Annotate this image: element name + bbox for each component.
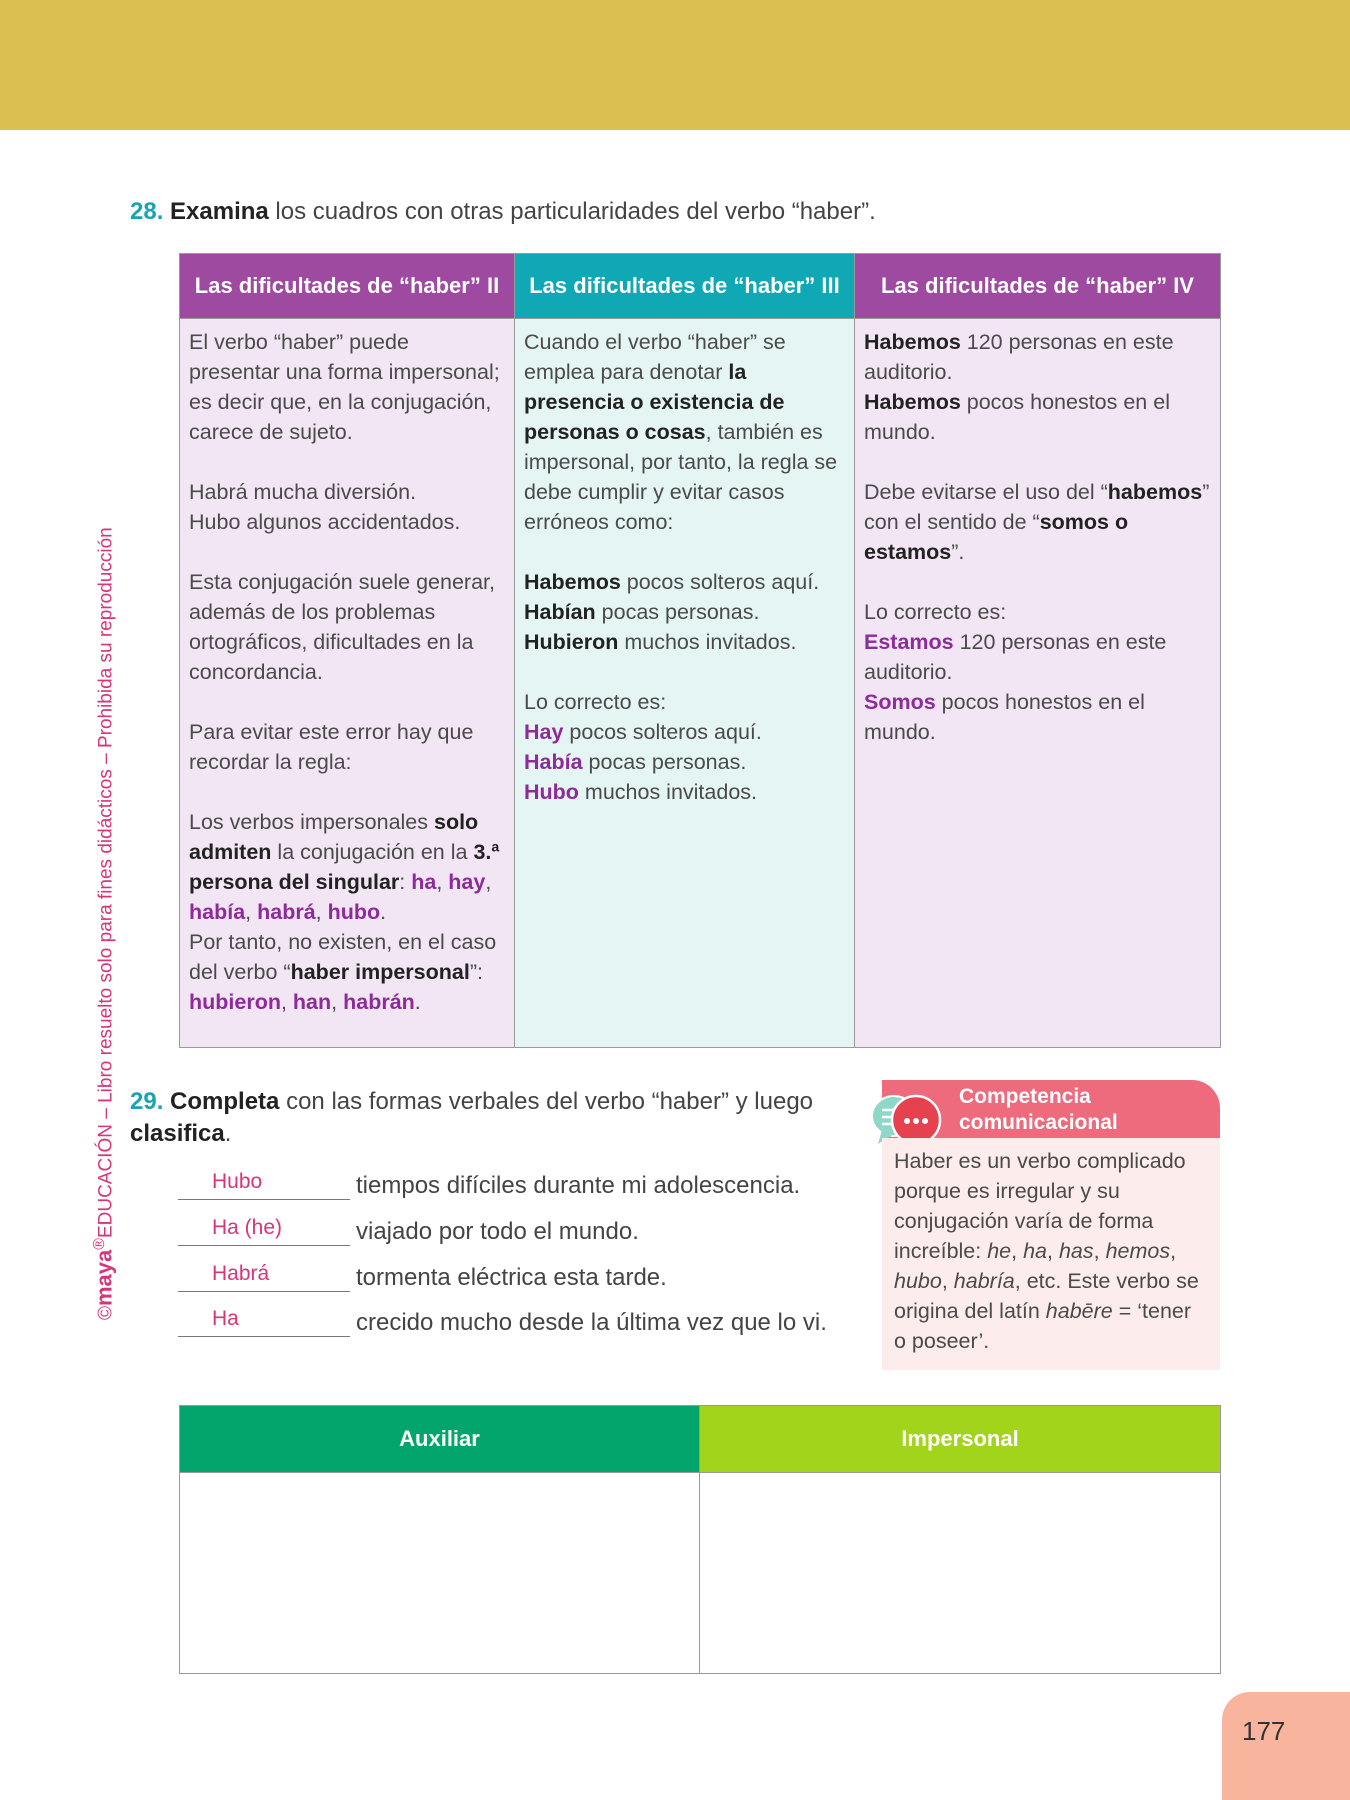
fill-item: Hubo tiempos difíciles durante mi adolescencia.: [178, 1164, 878, 1200]
fill-item: Ha crecido mucho desde la última vez que lo vi.: [178, 1301, 878, 1337]
fill-item: Ha (he) viajado por todo el mundo.: [178, 1210, 878, 1246]
fill-item: Habrá tormenta eléctrica esta tarde.: [178, 1256, 878, 1292]
question-number: 29.: [130, 1088, 164, 1115]
header-haber-iii: Las dificultades de “haber” III: [515, 254, 855, 319]
answer-blank[interactable]: Ha (he): [178, 1216, 350, 1246]
classification-table: [179, 1405, 1221, 1674]
auxiliar-answer-cell[interactable]: [180, 1473, 700, 1674]
competencia-box: [882, 1080, 1220, 1370]
page-number: 177: [1222, 1692, 1350, 1800]
competencia-subtitle: comunicacional: [959, 1111, 1118, 1134]
impersonal-answer-cell[interactable]: [700, 1473, 1221, 1674]
top-color-band: [0, 0, 1350, 130]
question-number: 28.: [130, 198, 164, 225]
competencia-body: Haber es un verbo complicado porque es irregular y su conjugación varía de forma increíble: he, ha, has, hemos, hubo, habría, etc. Este verbo se origina del latín habēre = ‘tener o poseer’.: [882, 1138, 1220, 1370]
haber-difficulties-table: [179, 253, 1221, 1048]
answer-blank[interactable]: Habrá: [178, 1262, 350, 1292]
header-haber-iv: Las dificultades de “haber” IV: [855, 254, 1221, 319]
header-haber-ii: Las dificultades de “haber” II: [180, 254, 515, 319]
cell-haber-iii: Cuando el verbo “haber” se emplea para denotar la presencia o existencia de personas o cosas, también es impersonal, por tanto, la regla se debe cumplir y evitar casos erróneos como: Habemos pocos solteros aquí. Habían pocas personas. Hubieron muchos invitados. Lo correcto es: Hay pocos solteros aquí. Había pocas personas. Hubo muchos invitados.: [515, 319, 855, 1048]
header-auxiliar: Auxiliar: [180, 1406, 700, 1473]
cell-haber-iv: Habemos 120 personas en este auditorio. Habemos pocos honestos en el mundo. Debe evitarse el uso del “habemos” con el sentido de “somos o estamos”. Lo correcto es: Estamos 120 personas en este auditorio. Somos pocos honestos en el mundo.: [855, 319, 1221, 1048]
answer-blank[interactable]: Hubo: [178, 1170, 350, 1200]
competencia-title: Competencia: [959, 1085, 1091, 1108]
answer-blank[interactable]: Ha: [178, 1307, 350, 1337]
cell-haber-ii: El verbo “haber” puede presentar una forma impersonal; es decir que, en la conjugación, carece de sujeto. Habrá mucha diversión. Hubo algunos accidentados. Esta conjugación suele generar, además de los problemas ortográficos, dificultades en la concordancia. Para evitar este error hay que recordar la regla: Los verbos impersonales solo admiten la conjugación en la 3.ª persona del singular: ha, hay, había, habrá, hubo. Por tanto, no existen, en el caso del verbo “haber impersonal”: hubieron, han, habrán.: [180, 319, 515, 1048]
header-impersonal: Impersonal: [700, 1406, 1221, 1473]
side-copyright-text: ©maya®EDUCACIÓN – Libro resuelto solo para fines didácticos – Prohibida su reproducción: [91, 527, 117, 1320]
question-28: 28. Examina los cuadros con otras particularidades del verbo “haber”.: [130, 198, 876, 225]
question-29: 29. Completa con las formas verbales del verbo “haber” y luego clasifica.: [130, 1088, 814, 1147]
